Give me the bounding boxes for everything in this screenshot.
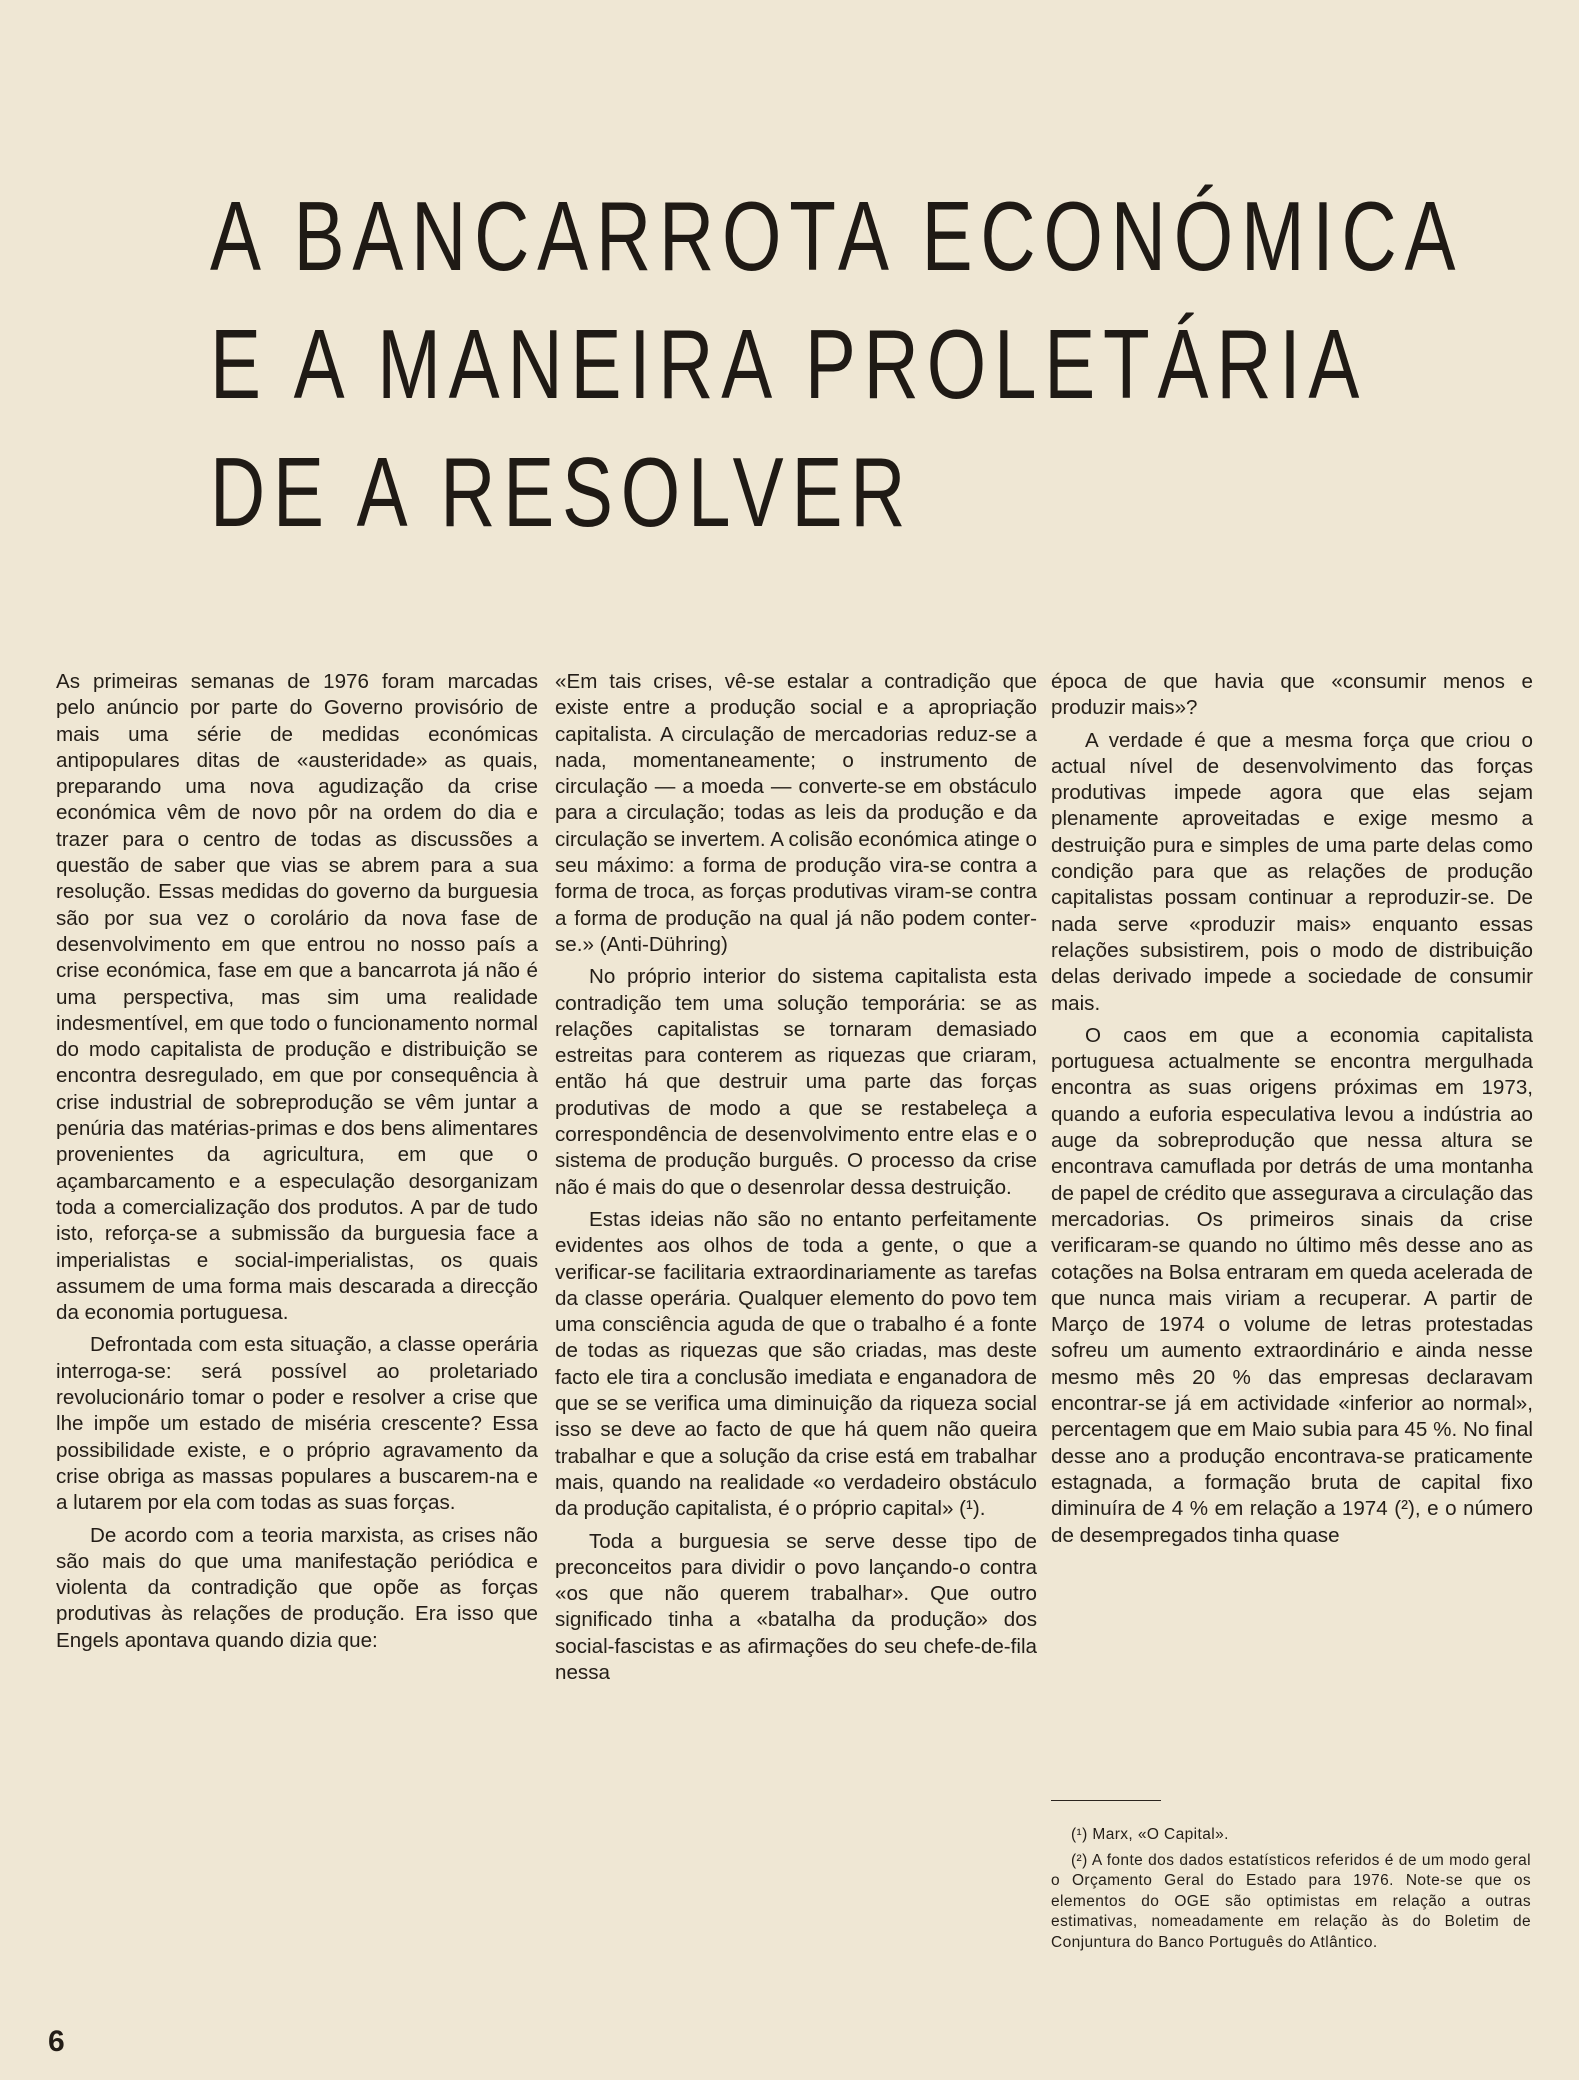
paragraph: No próprio interior do sistema capitalista esta contradição tem uma solução temporária: se as relações capitalistas se tornaram demasiado estreitas para conterem as riquezas que criaram, então há que destruir uma parte das forças produtivas de modo a que se restabeleça a correspondência de desenvolvimento entre elas e o sistema de produção burguês. O processo da crise não é mais do que o desenrolar dessa destruição. [555, 965, 1037, 1199]
footnote-2: (²) A fonte dos dados estatísticos referidos é de um modo geral o Orçamento Geral do Estado para 1976. Note-se que os elementos do OGE são optimistas em relação a outras estimativas, nomeadamente em relação às do Boletim de Conjuntura do Banco Português do Atlântico. [1051, 1851, 1531, 1951]
text-column-3 [1051, 669, 1533, 1555]
footnotes [1051, 1825, 1531, 1958]
text-column-2 [555, 669, 1037, 1692]
footnote-1: (¹) Marx, «O Capital». [1071, 1826, 1229, 1843]
paragraph: As primeiras semanas de 1976 foram marcadas pelo anúncio por parte do Governo provisório de mais uma série de medidas económicas antipopulares ditas de «austeridade» as quais, preparando uma nova agudização da crise económica vêm de novo pôr na ordem do dia e trazer para o centro de todas as discussões a questão de saber que vias se abrem para a sua resolução. Essas medidas do governo da burguesia são por sua vez o corolário da nova fase de desenvolvimento em que entrou no nosso país a crise económica, fase em que a bancarrota já não é uma perspectiva, mas sim uma realidade indesmentível, em que todo o funcionamento normal do modo capitalista de produção e distribuição se encontra desregulado, em que por consequência à crise industrial de sobreprodução se vêm juntar a penúria das matérias-primas e dos bens alimentares provenientes da agricultura, em que o açambarcamento e a especulação desorganizam toda a comercialização dos produtos. A par de tudo isto, reforça-se a submissão da burguesia face a imperialistas e social-imperialistas, os quais assumem de uma forma mais descarada a direcção da economia portuguesa. [56, 670, 538, 1325]
quote-paragraph: «Em tais crises, vê-se estalar a contradição que existe entre a produção social e a apropriação capitalista. A circulação de mercadorias reduz-se a nada, momentaneamente; o instrumento de circulação — a moeda — converte-se em obstáculo para a circulação; todas as leis da produção e da circulação se invertem. A colisão económica atinge o seu máximo: a forma de produção vira-se contra a forma de troca, as forças produtivas viram-se contra a forma de produção na qual já não podem conter-se.» (Anti-Dühring) [555, 670, 1037, 956]
paragraph: época de que havia que «consumir menos e produzir mais»? [1051, 670, 1533, 720]
paragraph: De acordo com a teoria marxista, as crises não são mais do que uma manifestação periódica e violenta da contradição que opõe as forças produtivas às relações de produção. Era isso que Engels apontava quando dizia que: [56, 1523, 538, 1652]
paragraph: Defrontada com esta situação, a classe operária interroga-se: será possível ao proletariado revolucionário tomar o poder e resolver a crise que lhe impõe um estado de miséria crescente? Essa possibilidade existe, e o próprio agravamento da crise obriga as massas populares a buscarem-na e a lutarem por ela com todas as suas forças. [56, 1333, 538, 1515]
title-line-2: E A MANEIRA PROLETÁRIA [210, 309, 1368, 419]
page-number: 6 [48, 2025, 65, 2058]
title-line-3: DE A RESOLVER [210, 437, 914, 547]
paragraph: A verdade é que a mesma força que criou o actual nível de desenvolvimento das forças produtivas impede agora que elas sejam plenamente aproveitadas e exige mesmo a destruição pura e simples de uma parte delas como condição para que as relações de produção capitalistas possam continuar a reproduzir-se. De nada serve «produzir mais» enquanto essas relações subsistirem, pois o modo de distribuição delas derivado impede a sociedade de consumir mais. [1051, 728, 1533, 1015]
footnote-divider [1051, 1800, 1161, 1801]
paragraph: Toda a burguesia se serve desse tipo de preconceitos para dividir o povo lançando-o contra «os que não querem trabalhar». Que outro significado tinha a «batalha da produção» dos social-fascistas e as afirmações do seu chefe-de-fila nessa [555, 1529, 1037, 1684]
paragraph: O caos em que a economia capitalista portuguesa actualmente se encontra mergulhada encontra as suas origens próximas em 1973, quando a euforia especulativa levou a indústria ao auge da sobreprodução que nessa altura se encontrava camuflada por detrás de uma montanha de papel de crédito que assegurava a circulação das mercadorias. Os primeiros sinais da crise verificaram-se quando no último mês desse ano as cotações na Bolsa entraram em queda acelerada de que nunca mais viriam a recuperar. A partir de Março de 1974 o volume de letras protestadas sofreu um aumento extraordinário e ainda nesse mesmo mês 20 % das empresas declaravam encontrar-se já em actividade «inferior ao normal», percentagem que em Maio subia para 45 %. No final desse ano a produção encontrava-se praticamente estagnada, a formação bruta de capital fixo diminuíra de 4 % em relação a 1974 (²), e o número de desempregados tinha quase [1051, 1023, 1533, 1547]
article-title [210, 172, 1464, 556]
paragraph: Estas ideias não são no entanto perfeitamente evidentes aos olhos de toda a gente, o que a verificar-se facilitaria extraordinariamente as tarefas da classe operária. Qualquer elemento do povo tem uma consciência aguda de que o trabalho é a fonte de todas as riquezas que são criadas, mas deste facto ele tira a conclusão imediata e enganadora de que se se verifica uma diminuição da riqueza social isso se deve ao facto de que há quem não queira trabalhar e que a solução da crise está em trabalhar mais, quando na realidade «o verdadeiro obstáculo da produção capitalista, é o próprio capital» (¹). [555, 1207, 1037, 1521]
title-line-1: A BANCARROTA ECONÓMICA [210, 181, 1464, 291]
text-column-1 [56, 669, 538, 1660]
